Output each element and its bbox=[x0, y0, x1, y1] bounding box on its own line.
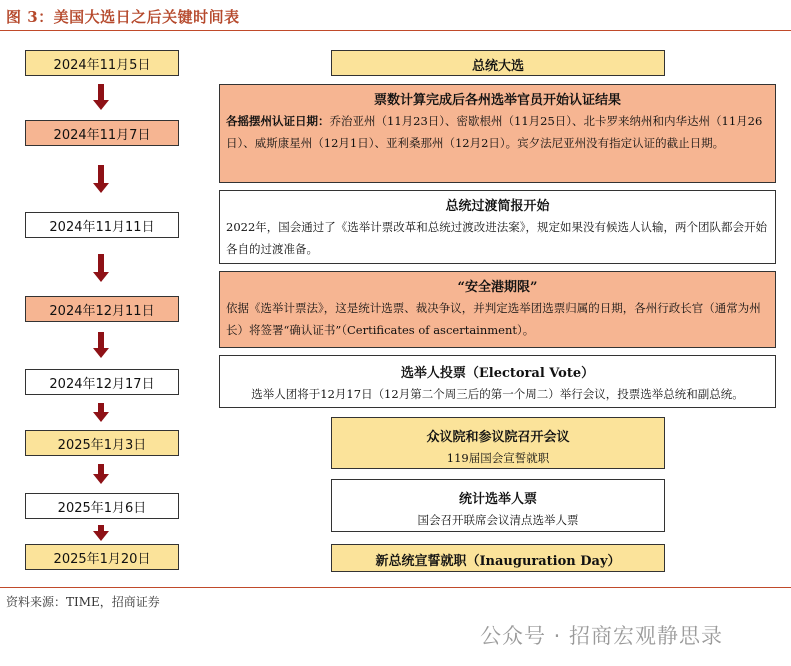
event-box bbox=[331, 479, 665, 532]
down-arrow-icon bbox=[93, 525, 109, 541]
down-arrow-icon bbox=[93, 403, 109, 422]
event-box bbox=[331, 417, 665, 469]
event-title: 统计选举人票 bbox=[458, 492, 537, 507]
down-arrow-icon bbox=[93, 332, 109, 358]
event-box bbox=[331, 50, 665, 76]
event-body bbox=[220, 110, 775, 154]
top-rule bbox=[0, 30, 791, 31]
event-title: 总统大选 bbox=[471, 59, 524, 74]
event-title: 选举人投票（Electoral Vote） bbox=[400, 366, 595, 381]
event-box bbox=[219, 271, 776, 348]
event-title: “安全港期限” bbox=[457, 280, 538, 295]
event-box bbox=[219, 355, 776, 408]
down-arrow-icon bbox=[93, 464, 109, 484]
watermark: 公众号 · 招商宏观静思录 bbox=[480, 624, 724, 648]
event-title: 总统过渡简报开始 bbox=[445, 199, 550, 214]
event-body: 依据《选举计票法》，这是统计选票、裁决争议，并判定选举团选票归属的日期，各州行政长官（通常为州长）将签署“确认证书”（Certificates of ascertainment）。 bbox=[226, 301, 761, 337]
event-box bbox=[331, 544, 665, 572]
date-box: 2025年1月6日 bbox=[25, 493, 179, 519]
date-box: 2024年12月17日 bbox=[25, 369, 179, 395]
event-body-label: 各摇摆州认证日期： bbox=[226, 114, 330, 128]
date-box: 2024年12月11日 bbox=[25, 296, 179, 322]
bottom-rule bbox=[0, 587, 791, 588]
event-body: 选举人团将于12月17日（12月第二个周三后的第一个周二）举行会议，投票选举总统和副总统。 bbox=[251, 387, 744, 401]
event-body: 国会召开联席会议清点选举人票 bbox=[417, 513, 579, 527]
event-title: 新总统宣誓就职（Inauguration Day） bbox=[375, 554, 621, 569]
down-arrow-icon bbox=[93, 84, 109, 110]
down-arrow-icon bbox=[93, 254, 109, 282]
figure-title: 图 3：美国大选日之后关键时间表 bbox=[6, 8, 240, 26]
event-title: 众议院和参议院召开会议 bbox=[426, 430, 570, 445]
down-arrow-icon bbox=[93, 165, 109, 193]
event-box bbox=[219, 190, 776, 264]
event-box bbox=[219, 84, 776, 183]
event-title: 票数计算完成后各州选举官员开始认证结果 bbox=[373, 93, 621, 108]
source-note: 资料来源：TIME，招商证券 bbox=[6, 595, 160, 609]
date-box: 2025年1月20日 bbox=[25, 544, 179, 570]
date-box: 2024年11月5日 bbox=[25, 50, 179, 76]
event-body: 2022年，国会通过了《选举计票改革和总统过渡改进法案》，规定如果没有候选人认输，两个团队都会开始各自的过渡准备。 bbox=[226, 220, 768, 256]
date-box: 2024年11月11日 bbox=[25, 212, 179, 238]
date-box: 2024年11月7日 bbox=[25, 120, 179, 146]
event-body-text: 乔治亚州（11月23日）、密歇根州（11月25日）、北卡罗来纳州和内华达州（11月26日）、威斯康星州（12月1日）、亚利桑那州（12月2日）。宾夕法尼亚州没有指定认证的截止日期。 bbox=[226, 114, 763, 150]
event-body: 119届国会宣誓就职 bbox=[446, 451, 550, 465]
date-box: 2025年1月3日 bbox=[25, 430, 179, 456]
